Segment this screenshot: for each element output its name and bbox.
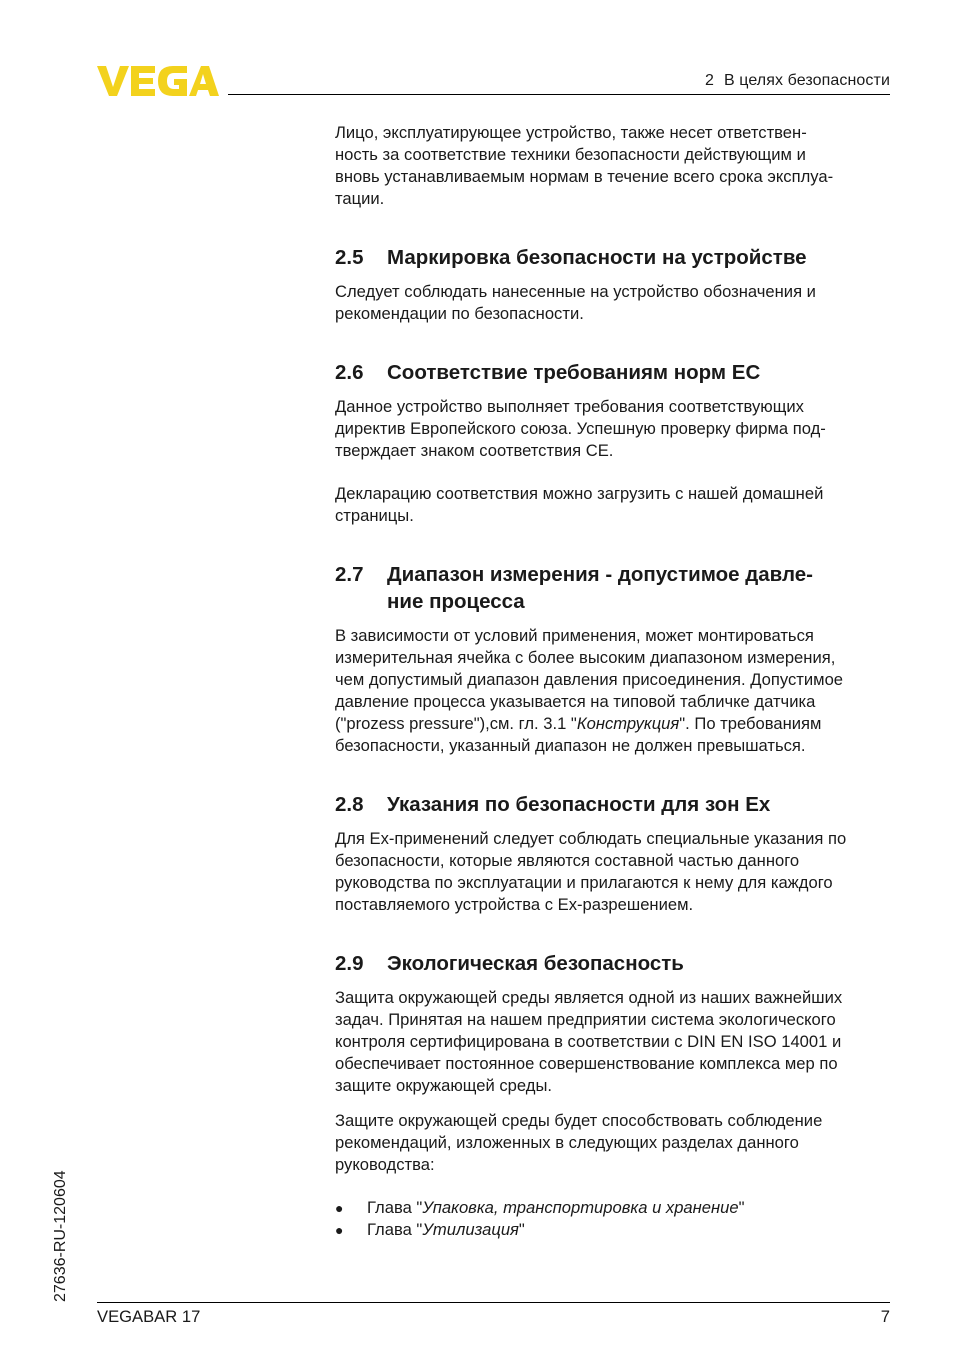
section-heading-2-9: 2.9 Экологическая безопасность bbox=[335, 952, 684, 975]
section-heading-2-5: 2.5 Маркировка безопасности на устройстве bbox=[335, 246, 807, 269]
reference-konstruktsiya: Конструкция bbox=[576, 714, 680, 733]
footer-rule bbox=[97, 1302, 890, 1303]
page-number: 7 bbox=[880, 1307, 890, 1326]
section-heading-2-8: 2.8 Указания по безопасности для зон Ex bbox=[335, 793, 771, 816]
section-2-8-paragraph: Для Ex-применений следует соблюдать специальные указания по безопасности, которые являются составной частью данного руководства по эксплуатации и прилагаются к нему для каждого поставляемого устройства с Ex-разрешением. bbox=[335, 829, 847, 914]
section-2-5-paragraph: Следует соблюдать нанесенные на устройство обозначения и рекомендации по безопасности. bbox=[335, 282, 816, 323]
section-2-7-paragraph: В зависимости от условий применения, может монтироваться измерительная ячейка с более высоким диапазоном измерения, чем допустимый диапазон давления присоединения. Допустимое давление процесса указывается на типовой табличке датчика ("prozess pressure"),см. гл. 3.1 "Конструкция". По требованиям безопасности, указанный диапазон не должен превышаться. bbox=[335, 626, 844, 755]
chapter-reference-list bbox=[335, 1197, 895, 1241]
section-2-6-paragraph-2: Декларацию соответствия можно загрузить с нашей домашней страницы. bbox=[335, 484, 824, 525]
section-2-9-paragraph-2: Защите окружающей среды будет способствовать соблюдение рекомендаций, изложенных в следующих разделах данного руководства: bbox=[335, 1111, 823, 1174]
list-item: ● Глава "Утилизация" bbox=[335, 1220, 525, 1239]
section-heading-2-7: 2.7 Диапазон измерения - допустимое давле- ние процесса bbox=[335, 563, 813, 613]
list-item: ● Глава "Упаковка, транспортировка и хранение" bbox=[335, 1198, 745, 1217]
footer-product: VEGABAR 17 bbox=[97, 1307, 201, 1326]
chapter-number: 2 bbox=[704, 72, 714, 89]
chapter-title: В целях безопасности bbox=[723, 72, 890, 89]
document-code: 27636-RU-120604 bbox=[52, 1170, 69, 1302]
page-content bbox=[335, 122, 895, 1241]
running-header bbox=[705, 72, 890, 90]
vega-logo bbox=[97, 64, 219, 98]
section-2-6-paragraph-1: Данное устройство выполняет требования соответствующих директив Европейского союза. Успешную проверку фирма под- тверждает знаком соответствия CE. bbox=[335, 397, 826, 460]
bullet-icon: ● bbox=[335, 1222, 344, 1238]
header-rule bbox=[228, 94, 890, 95]
section-2-9-paragraph-1: Защита окружающей среды является одной из наших важнейших задач. Принятая на нашем предприятии система экологического контроля сертифицирована в соответствии с DIN EN ISO 14001 и обеспечивает постоянное совершенствование комплекса мер по защите окружающей среды. bbox=[335, 988, 843, 1095]
section-heading-2-6: 2.6 Соответствие требованиям норм ЕС bbox=[335, 361, 761, 384]
intro-paragraph: Лицо, эксплуатирующее устройство, также несет ответствен- ность за соответствие техники безопасности действующим и вновь устанавливаемым нормам в течение всего срока эксплуа- тации. bbox=[335, 123, 834, 208]
bullet-icon: ● bbox=[335, 1200, 344, 1216]
